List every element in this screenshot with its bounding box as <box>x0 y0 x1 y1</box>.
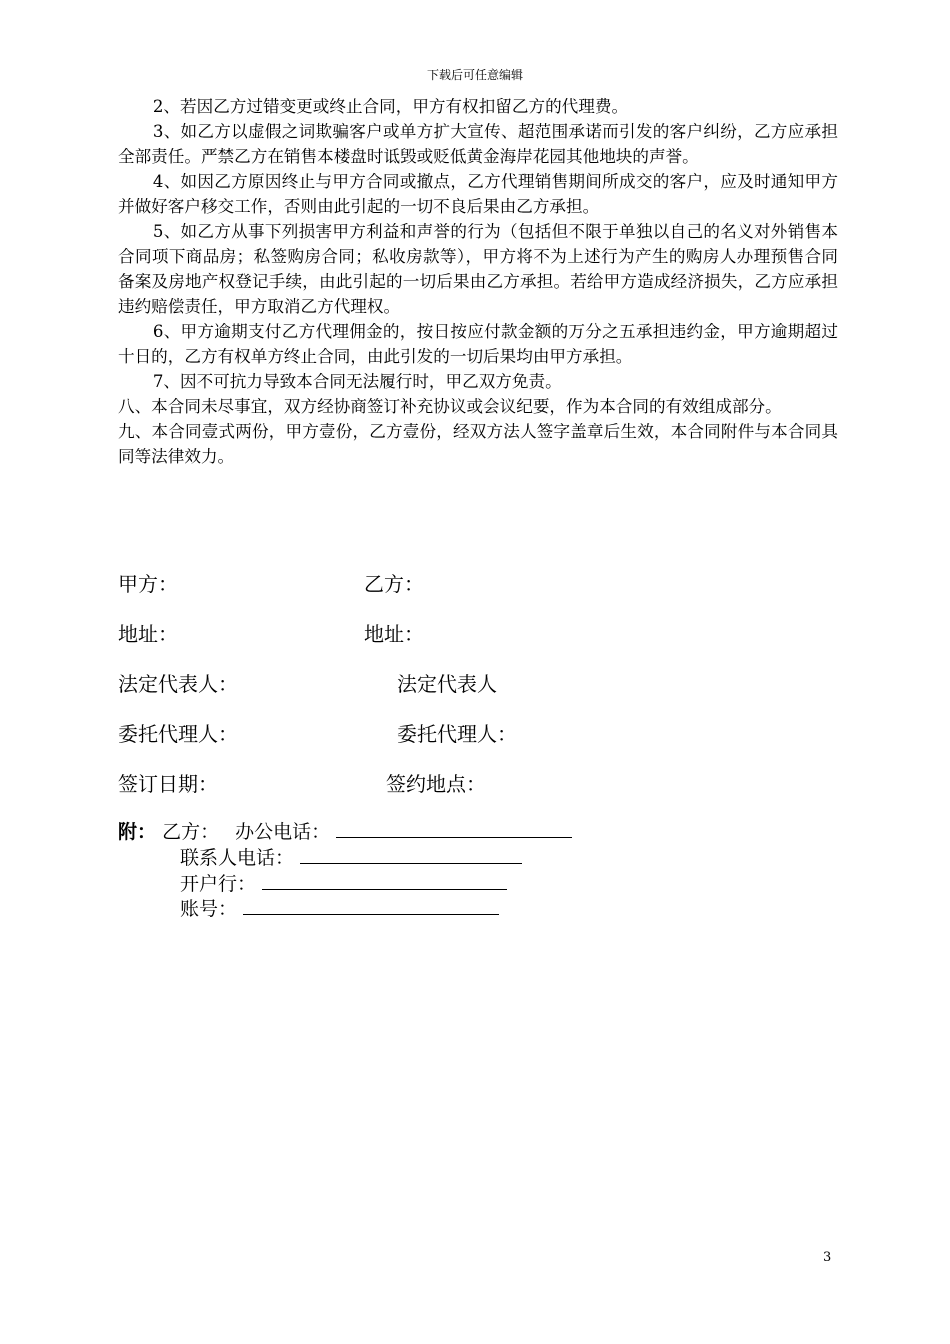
party-a-label: 甲方： <box>118 572 178 596</box>
annex-line-contact <box>180 843 522 870</box>
agent-a-label: 委托代理人： <box>118 722 238 746</box>
sign-date-label: 签订日期： <box>118 772 218 796</box>
annex-label: 附： <box>118 821 157 843</box>
annex-line-bank <box>180 869 507 896</box>
agent-b-label: 委托代理人： <box>397 722 517 746</box>
annex-line-office <box>118 817 572 844</box>
clause-4: 4、如因乙方原因终止与甲方合同或撤点，乙方代理销售期间所成交的客户，应及时通知甲方并做好客户移交工作，否则由此引起的一切不良后果由乙方承担。 <box>118 172 838 216</box>
contract-body <box>118 94 838 469</box>
annex-party-label: 乙方： <box>162 821 220 843</box>
address-a-label: 地址： <box>118 622 178 646</box>
legal-rep-b-label: 法定代表人 <box>397 672 497 696</box>
contact-phone-label: 联系人电话： <box>180 847 295 869</box>
page-header: 下载后可任意编辑 <box>426 68 523 82</box>
sign-place-label: 签约地点： <box>386 772 486 796</box>
contact-phone-blank <box>300 845 522 864</box>
address-b-label: 地址： <box>364 622 424 646</box>
office-phone-blank <box>336 819 572 838</box>
article-9: 九、本合同壹式两份，甲方壹份，乙方壹份，经双方法人签字盖章后生效，本合同附件与本合同具同等法律效力。 <box>118 422 838 466</box>
clause-5: 5、如乙方从事下列损害甲方利益和声誉的行为（包括但不限于单独以自己的名义对外销售本合同项下商品房；私签购房合同；私收房款等），甲方将不为上述行为产生的购房人办理预售合同备案及房地产权登记手续，由此引起的一切后果由乙方承担。若给甲方造成经济损失，乙方应承担违约赔偿责任，甲方取消乙方代理权。 <box>118 222 838 316</box>
legal-rep-a-label: 法定代表人： <box>118 672 238 696</box>
bank-label: 开户行： <box>180 873 257 895</box>
account-label: 账号： <box>180 898 238 920</box>
office-phone-label: 办公电话： <box>235 821 331 843</box>
clause-7: 7、因不可抗力导致本合同无法履行时，甲乙双方免责。 <box>152 372 562 391</box>
account-blank <box>243 896 499 915</box>
annex-line-account <box>180 894 499 921</box>
bank-blank <box>262 871 507 890</box>
clause-6: 6、甲方逾期支付乙方代理佣金的，按日按应付款金额的万分之五承担违约金，甲方逾期超过十日的，乙方有权单方终止合同，由此引发的一切后果均由甲方承担。 <box>118 322 838 366</box>
article-8: 八、本合同未尽事宜，双方经协商签订补充协议或会议纪要，作为本合同的有效组成部分。 <box>118 397 782 416</box>
clause-3: 3、如乙方以虚假之词欺骗客户或单方扩大宣传、超范围承诺而引发的客户纠纷，乙方应承担全部责任。严禁乙方在销售本楼盘时诋毁或贬低黄金海岸花园其他地块的声誉。 <box>118 122 838 166</box>
page-number: 3 <box>823 1250 832 1265</box>
party-b-label: 乙方： <box>364 572 424 596</box>
clause-2: 2、若因乙方过错变更或终止合同，甲方有权扣留乙方的代理费。 <box>152 97 629 116</box>
